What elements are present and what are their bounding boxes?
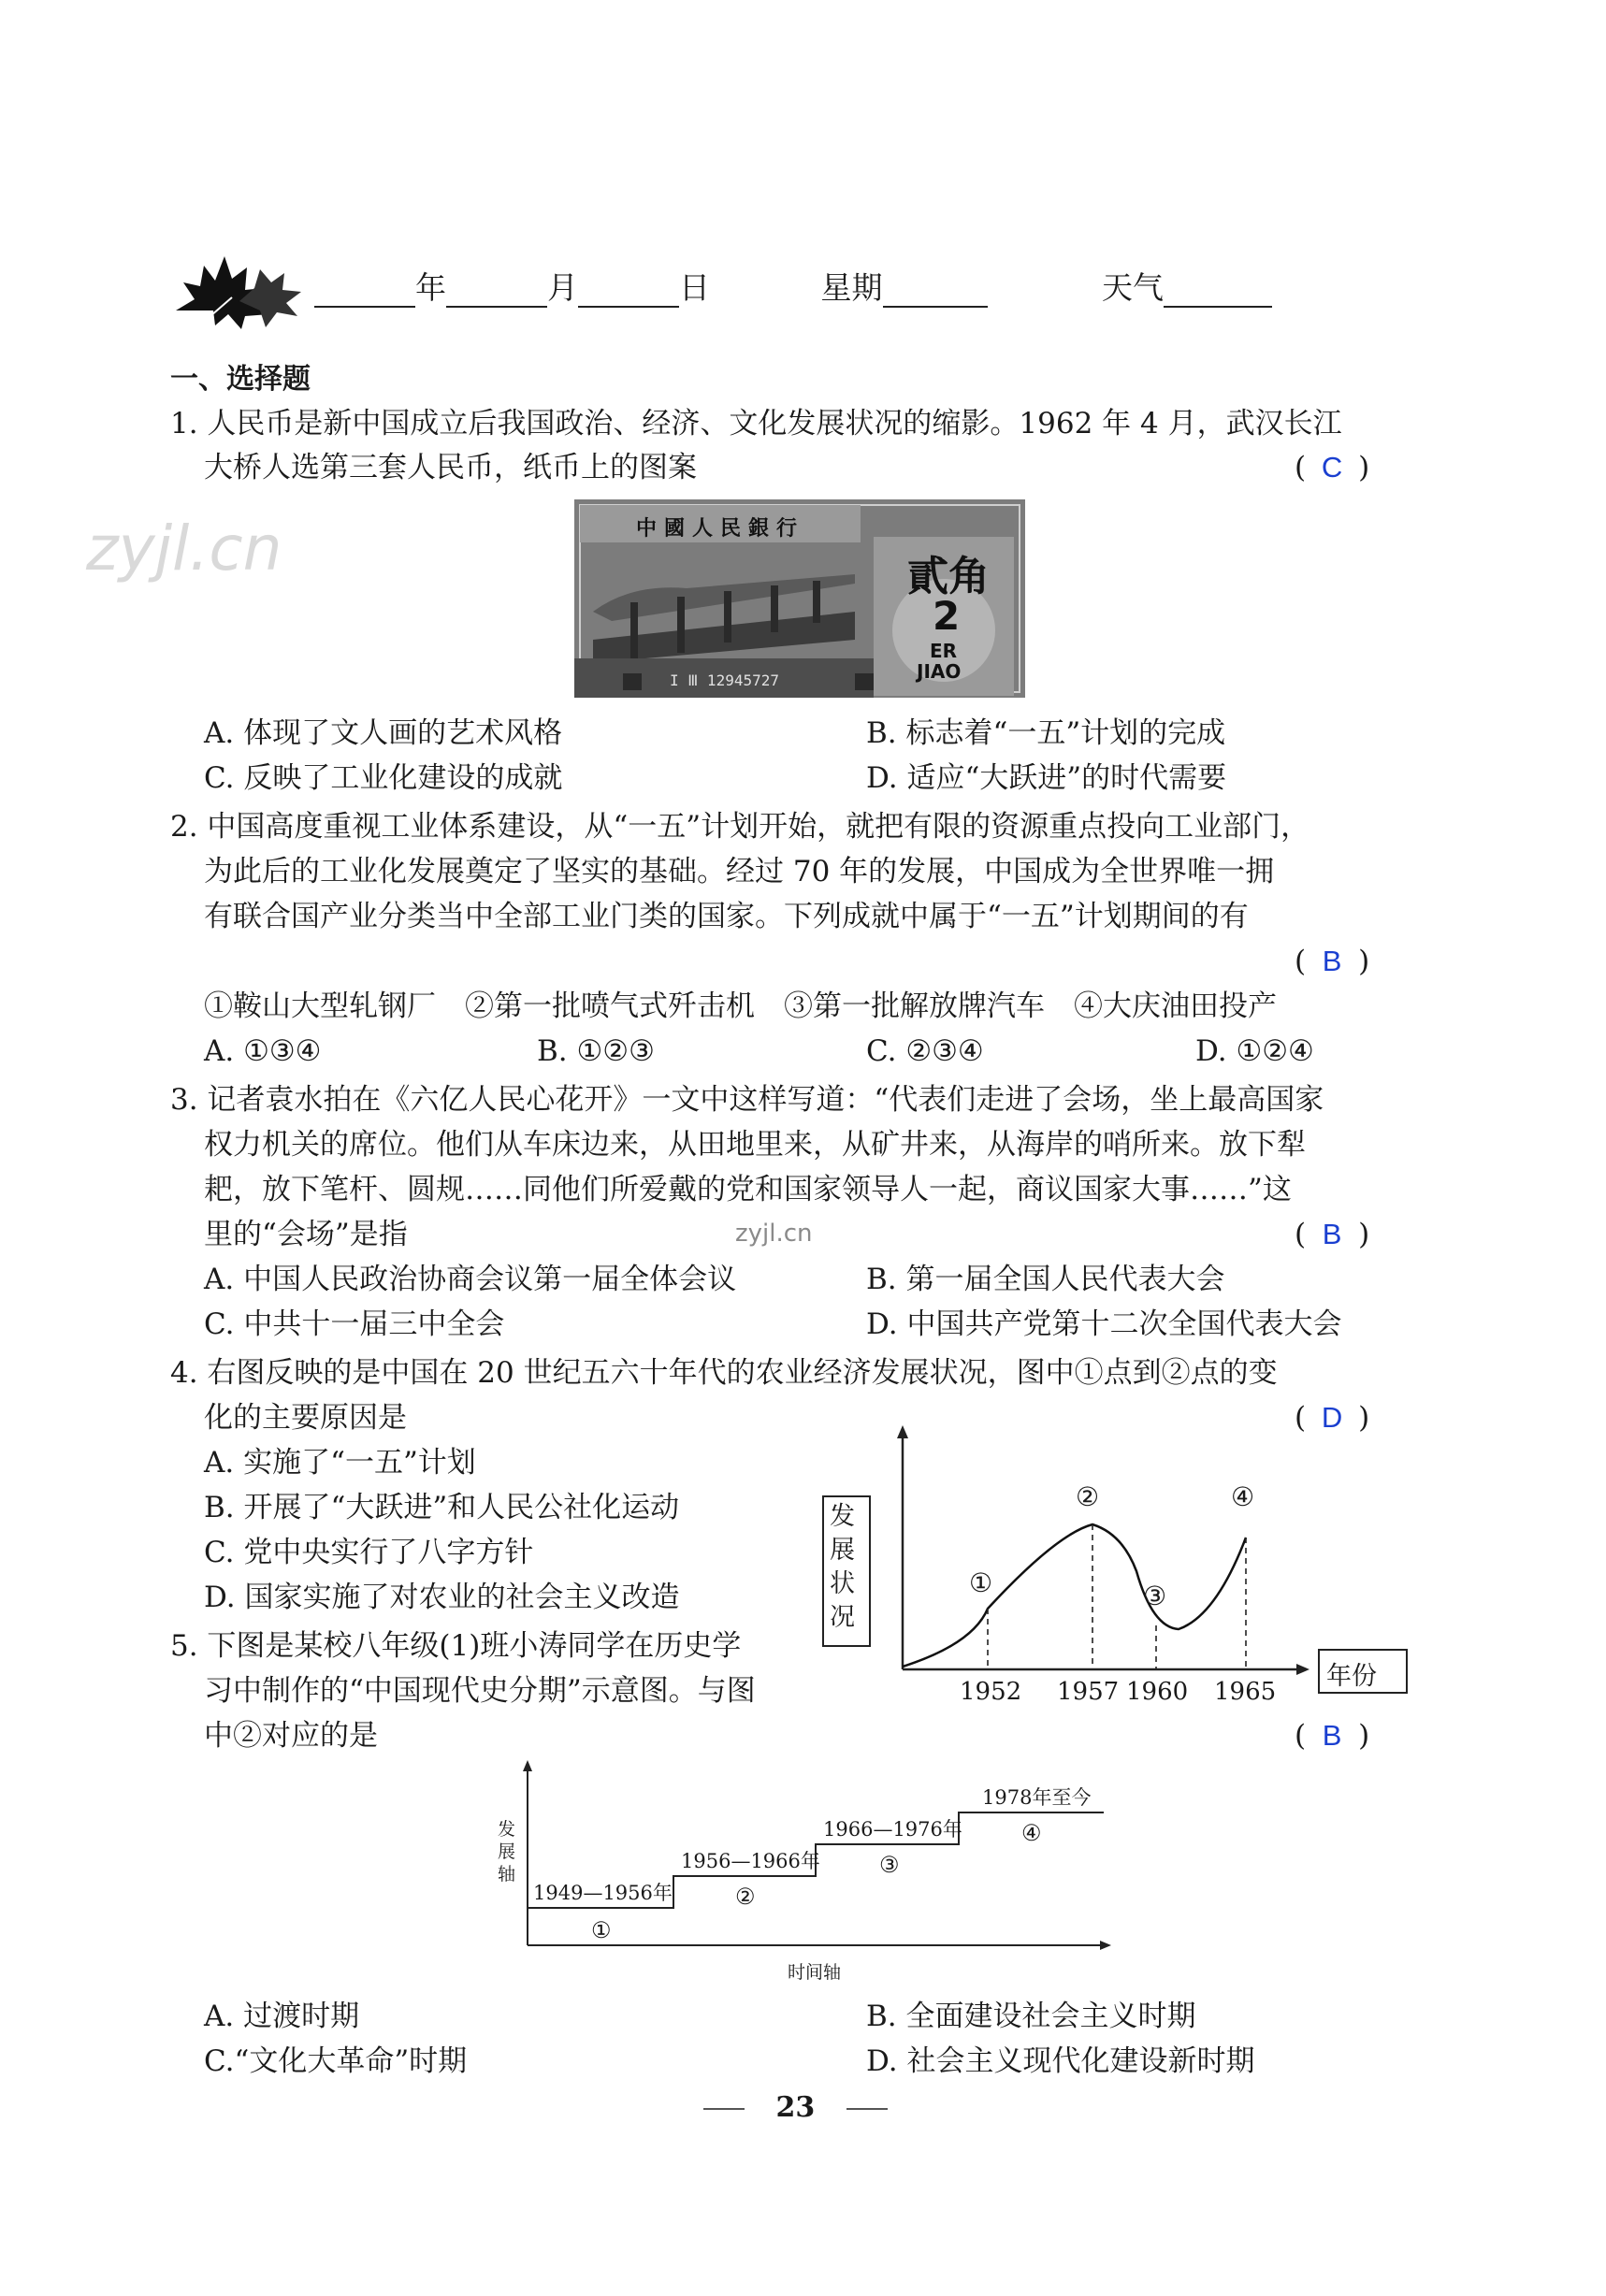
q2-option-c: C. ②③④: [866, 1034, 984, 1068]
q5-option-c: C.“文化大革命”时期: [204, 2044, 468, 2078]
q5-answer: ( B ): [1295, 1719, 1370, 1753]
q3-line4: 里的“会场”是指: [204, 1218, 408, 1251]
q3-option-a: A. 中国人民政治协商会议第一届全体会议: [204, 1263, 737, 1296]
step-period-2: 1956—1966年: [681, 1850, 820, 1872]
step-marker-2: ②: [735, 1884, 756, 1910]
q1-answer: ( C ): [1295, 451, 1370, 484]
page-number: 23: [775, 2091, 816, 2124]
chart-point-1: ①: [969, 1567, 993, 1598]
q5-option-d: D. 社会主义现代化建设新时期: [866, 2044, 1255, 2078]
chart-tick-1952: 1952: [960, 1678, 1022, 1706]
step-x-arrow: [1100, 1941, 1111, 1950]
q2-line1: 2. 中国高度重视工业体系建设，从“一五”计划开始，就把有限的资源重点投向工业部门，: [170, 810, 1310, 844]
agri-development-chart: [814, 1422, 1412, 1711]
q4-line1: 4. 右图反映的是中国在 20 世纪五六十年代的农业经济发展状况，图中①点到②点的变: [170, 1356, 1278, 1390]
q2-option-d: D. ①②④: [1195, 1034, 1314, 1068]
banknote-value-en1: ER: [930, 640, 958, 662]
q2-line3: 有联合国产业分类当中全部工业门类的国家。下列成就中属于“一五”计划期间的有: [204, 900, 1249, 933]
date-header: 年 月 日 星期 天气: [314, 264, 1272, 308]
banknote-value-en2: JIAO: [917, 660, 962, 683]
q1-option-b: B. 标志着“一五”计划的完成: [866, 716, 1226, 750]
q3-answer: ( B ): [1295, 1218, 1370, 1251]
q4-option-b: B. 开展了“大跃进”和人民公社化运动: [204, 1491, 680, 1524]
q2-items: ①鞍山大型轧钢厂 ②第一批喷气式歼击机 ③第一批解放牌汽车 ④大庆油田投产: [204, 989, 1277, 1023]
page-number-dash-left: [703, 2108, 745, 2110]
chart-y-arrow: [897, 1425, 908, 1438]
q1-line1: 1. 人民币是新中国成立后我国政治、经济、文化发展状况的缩影。1962 年 4 月，武汉长江: [170, 407, 1342, 440]
step-period-1: 1949—1956年: [533, 1882, 673, 1904]
chart-tick-1960: 1960: [1126, 1678, 1189, 1706]
watermark-small: zyjl.cn: [735, 1220, 813, 1248]
step-marker-1: ①: [591, 1917, 612, 1943]
q3-line3: 耙，放下笔杆、圆规……同他们所爱戴的党和国家领导人一起，商议国家大事……”这: [204, 1173, 1292, 1206]
page-number-row: [703, 2091, 888, 2124]
q4-option-d: D. 国家实施了对农业的社会主义改造: [204, 1581, 680, 1614]
maple-leaf-icon: [166, 245, 307, 333]
watermark-large: zyjl.cn: [86, 513, 282, 585]
chart-point-4: ④: [1231, 1481, 1255, 1512]
banknote-image: [574, 499, 1025, 698]
chart-x-arrow: [1296, 1664, 1309, 1675]
q4-option-a: A. 实施了“一五”计划: [204, 1446, 476, 1480]
q4-answer: ( D ): [1295, 1401, 1370, 1435]
chart-xlabel: 年份: [1326, 1662, 1377, 1691]
q4-line2: 化的主要原因是: [204, 1401, 407, 1435]
step-marker-3: ③: [879, 1852, 900, 1878]
page-number-dash-right: [846, 2108, 888, 2110]
q3-option-c: C. 中共十一届三中全会: [204, 1307, 505, 1341]
q3-line1: 3. 记者袁水拍在《六亿人民心花开》一文中这样写道：“代表们走进了会场，坐上最高国家: [170, 1083, 1324, 1117]
q5-line1: 5. 下图是某校八年级(1)班小涛同学在历史学: [170, 1629, 742, 1663]
q5-line2: 习中制作的“中国现代史分期”示意图。与图: [204, 1674, 756, 1708]
chart-guides: [988, 1524, 1246, 1669]
q2-line2: 为此后的工业化发展奠定了坚实的基础。经过 70 年的发展，中国成为全世界唯一拥: [204, 855, 1275, 888]
q2-answer: ( B ): [1295, 945, 1370, 978]
banknote-value-cn: 貳角: [907, 553, 990, 600]
q1-line2: 大桥人选第三套人民币，纸币上的图案: [204, 451, 697, 484]
q5-line3: 中②对应的是: [204, 1719, 378, 1753]
banknote-bank-name: 中國人民銀行: [636, 516, 805, 541]
q3-line2: 权力机关的席位。他们从车床边来，从田地里来，从矿井来，从海岸的哨所来。放下犁: [204, 1128, 1306, 1162]
chart-tick-1957: 1957: [1057, 1678, 1120, 1706]
q1-option-a: A. 体现了文人画的艺术风格: [204, 716, 563, 750]
banknote-value-num: 2: [933, 593, 961, 639]
chart-point-2: ②: [1076, 1481, 1100, 1512]
q1-option-c: C. 反映了工业化建设的成就: [204, 761, 563, 795]
chart-tick-1965: 1965: [1214, 1678, 1277, 1706]
step-period-4: 1978年至今: [982, 1786, 1092, 1809]
chart-curve: [903, 1524, 1246, 1667]
chart-ylabel: 发展状况: [830, 1502, 855, 1632]
q2-option-b: B. ①②③: [537, 1034, 655, 1068]
q3-option-d: D. 中国共产党第十二次全国代表大会: [866, 1307, 1342, 1341]
q5-option-b: B. 全面建设社会主义时期: [866, 2000, 1196, 2033]
banknote-serial: I Ⅲ 12945727: [670, 671, 779, 689]
q4-option-c: C. 党中央实行了八字方针: [204, 1536, 534, 1569]
step-period-3: 1966—1976年: [823, 1818, 962, 1841]
step-marker-4: ④: [1021, 1820, 1042, 1846]
section-title: 一、选择题: [170, 363, 311, 396]
q1-option-d: D. 适应“大跃进”的时代需要: [866, 761, 1227, 795]
step-y-arrow: [523, 1760, 532, 1771]
step-xlabel: 时间轴: [788, 1962, 842, 1983]
q3-option-b: B. 第一届全国人民代表大会: [866, 1263, 1225, 1296]
step-ylabel: 发展轴: [498, 1819, 516, 1884]
chart-point-3: ③: [1143, 1581, 1167, 1611]
q5-option-a: A. 过渡时期: [204, 2000, 360, 2033]
q2-option-a: A. ①③④: [204, 1034, 322, 1068]
